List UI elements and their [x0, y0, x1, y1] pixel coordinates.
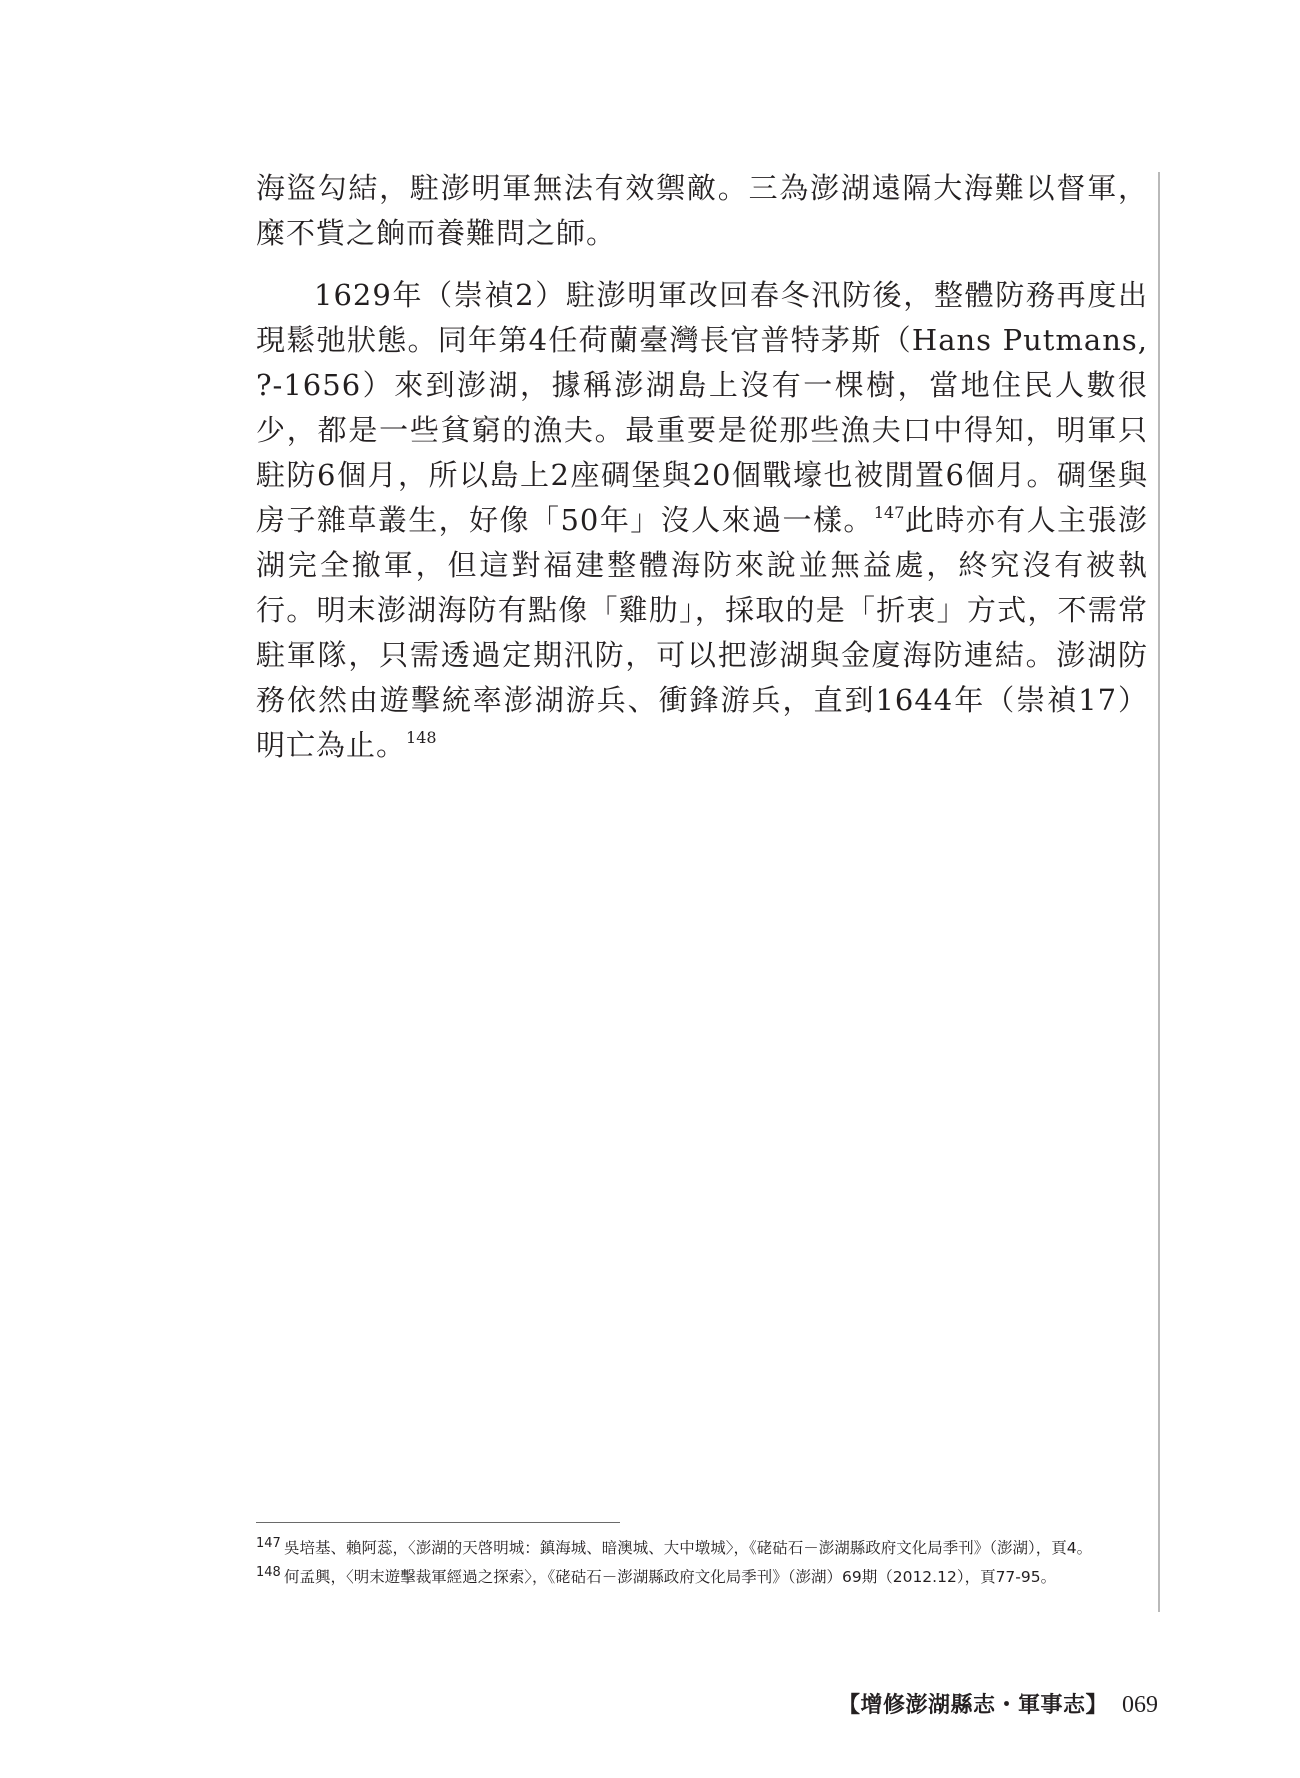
body-text — [256, 166, 1148, 768]
footnote-text: 何孟興，〈明末遊擊裁軍經過之探索〉，《硓𥑮石－澎湖縣政府文化局季刊》（澎湖）69期（2012.12），頁77-95。 — [284, 1568, 1057, 1586]
footnote-text: 吳培基、賴阿蕊，〈澎湖的天啓明城：鎮海城、暗澳城、大中墩城〉，《硓𥑮石－澎湖縣政府文化局季刊》（澎湖），頁4。 — [284, 1539, 1093, 1557]
page-footer — [838, 1688, 1158, 1719]
margin-rule — [1158, 172, 1160, 1612]
footnote-ref-148[interactable]: 148 — [406, 728, 437, 747]
footnote-separator — [256, 1522, 620, 1523]
book-title: 【增修澎湖縣志・軍事志】 — [837, 1692, 1108, 1718]
page-number: 069 — [1122, 1692, 1158, 1718]
footnote-number: 148 — [256, 1565, 281, 1580]
paragraph-text: 此時亦有人主張澎湖完全撤軍，但這對福建整體海防來說並無益處，終究沒有被執行。明末澎湖海防有點像「雞肋」，採取的是「折衷」方式，不需常駐軍隊，只需透過定期汛防，可以把澎湖與金廈海防連結。澎湖防務依然由遊擊統率澎湖游兵、衝鋒游兵，直到1644年（崇禎17）明亡為止。 — [256, 503, 1148, 762]
paragraph-2 — [256, 273, 1148, 768]
paragraph-text: 海盜勾結，駐澎明軍無法有效禦敵。三為澎湖遠隔大海難以督軍，糜不貲之餉而養難問之師。 — [256, 171, 1148, 250]
footnote-148 — [256, 1565, 1148, 1590]
paragraph-1 — [256, 166, 1148, 256]
paragraph-text: 1629年（崇禎2）駐澎明軍改回春冬汛防後，整體防務再度出現鬆弛狀態。同年第4任荷蘭臺灣長官普特茅斯（Hans Putmans, ?-1656）來到澎湖，據稱澎湖島上沒有一棵樹，當地住民人數很少，都是一些貧窮的漁夫。最重要是從那些漁夫口中得知，明軍只駐防6個月，所以島上2座碉堡與20個戰壕也被閒置6個月。碉堡與房子雜草叢生，好像「50年」沒人來過一樣。 — [256, 278, 1148, 537]
footnote-number: 147 — [256, 1536, 281, 1551]
footnotes — [256, 1536, 1148, 1594]
footnote-ref-147[interactable]: 147 — [873, 503, 905, 522]
footnote-147 — [256, 1536, 1148, 1561]
